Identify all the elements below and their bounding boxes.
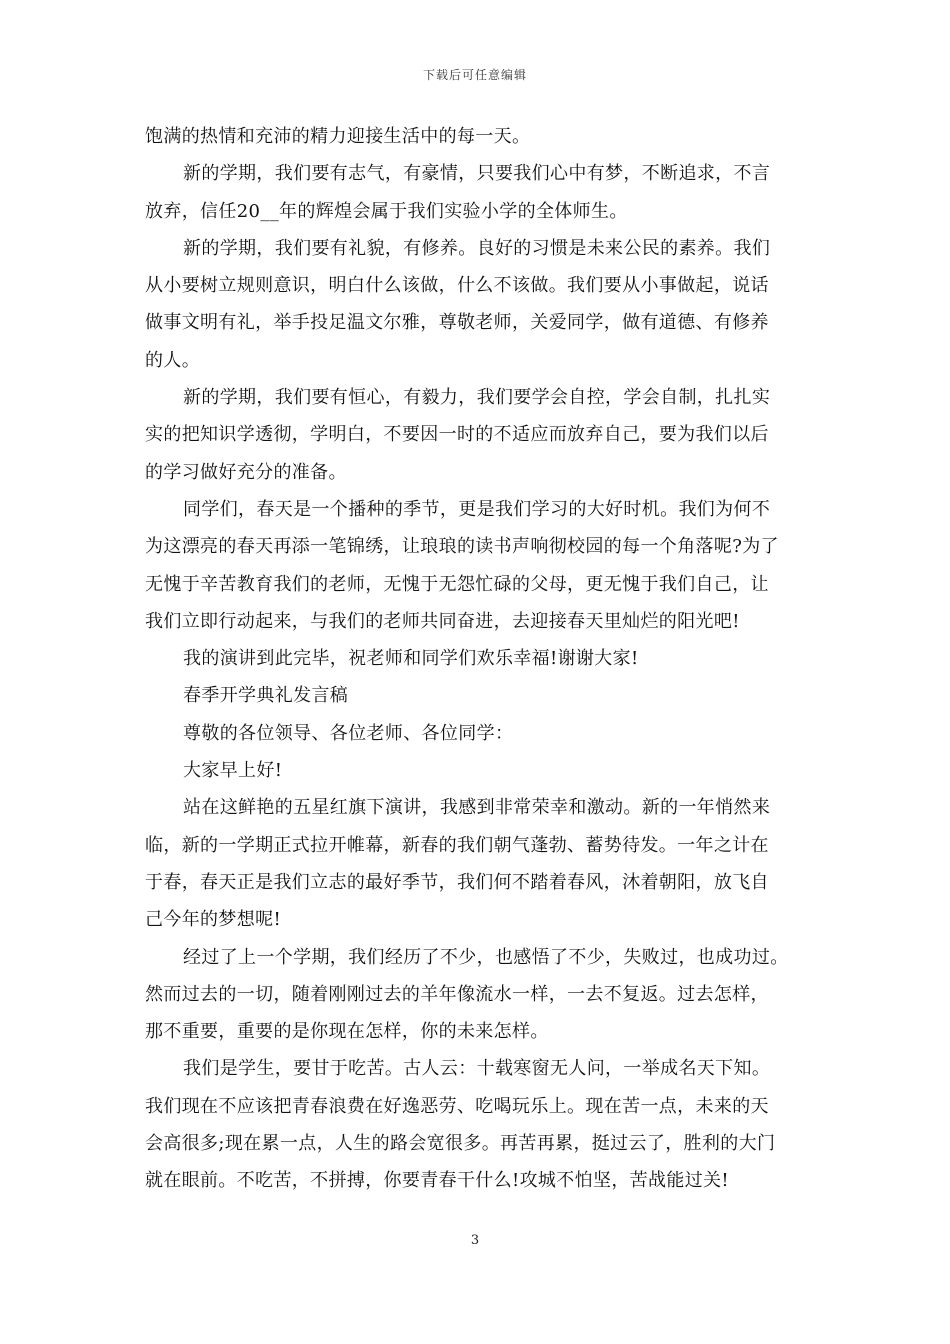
salutation: 尊敬的各位领导、各位老师、各位同学： [183, 722, 514, 744]
text-line: 从小要树立规则意识，明白什么该做，什么不该做。我们要从小事做起，说话 [145, 275, 769, 297]
text-line: 新的学期，我们要有礼貌，有修养。良好的习惯是未来公民的素养。我们 [183, 237, 771, 259]
text-line: 我们是学生，要甘于吃苦。古人云：十载寒窗无人问，一举成名天下知。 [183, 1058, 771, 1080]
text-line: 无愧于辛苦教育我们的老师，无愧于无怨忙碌的父母，更无愧于我们自己，让 [145, 573, 769, 595]
text-line: 经过了上一个学期，我们经历了不少，也感悟了不少，失败过，也成功过。 [183, 946, 789, 968]
text-line: 饱满的热情和充沛的精力迎接生活中的每一天。 [145, 126, 531, 147]
text-line: 于春，春天正是我们立志的最好季节，我们何不踏着春风，沐着朝阳，放飞自 [145, 871, 769, 893]
text-line: 会高很多;现在累一点，人生的路会宽很多。再苦再累，挺过云了，胜利的大门 [145, 1133, 776, 1155]
text-line: 我的演讲到此完毕，祝老师和同学们欢乐幸福!谢谢大家! [183, 648, 639, 670]
document-body [145, 118, 807, 1200]
text-line: 我们现在不应该把青春浪费在好逸恶劳、吃喝玩乐上。现在苦一点，未来的天 [145, 1095, 769, 1117]
text-line: 新的学期，我们要有志气，有豪情，只要我们心中有梦，不断追求，不言 [183, 163, 771, 185]
page-header: 下载后可任意编辑 [422, 68, 527, 82]
text-line: 实的把知识学透彻，学明白，不要因一时的不适应而放弃自己，要为我们以后 [145, 424, 769, 446]
text-line: 己今年的梦想呢! [145, 909, 282, 931]
text-line: 同学们，春天是一个播种的季节，更是我们学习的大好时机。我们为何不 [183, 498, 771, 520]
text-line: 我们立即行动起来，与我们的老师共同奋进，去迎接春天里灿烂的阳光吧! [145, 610, 740, 632]
text-line: 那不重要，重要的是你现在怎样，你的未来怎样。 [145, 1021, 549, 1043]
text-line: 为这漂亮的春天再添一笔锦绣，让琅琅的读书声响彻校园的每一个角落呢?为了 [145, 536, 779, 558]
text-line: 站在这鲜艳的五星红旗下演讲，我感到非常荣幸和激动。新的一年悄然来 [183, 797, 771, 819]
text-line: 新的学期，我们要有恒心，有毅力，我们要学会自控，学会自制，扎扎实 [183, 387, 771, 409]
speech-title: 春季开学典礼发言稿 [183, 685, 349, 707]
page-number: 3 [470, 1233, 480, 1248]
text-line: 临，新的一学期正式拉开帷幕，新春的我们朝气蓬勃、蓄势待发。一年之计在 [145, 834, 769, 856]
text-line: 就在眼前。不吃苦，不拼搏，你要青春干什么!攻城不怕坚，苦战能过关! [145, 1170, 730, 1192]
text-line: 放弃，信任20__年的辉煌会属于我们实验小学的全体师生。 [145, 200, 628, 222]
text-line: 做事文明有礼，举手投足温文尔雅，尊敬老师，关爱同学，做有道德、有修养 [145, 312, 769, 334]
text-line: 然而过去的一切，随着刚刚过去的羊年像流水一样，一去不复返。过去怎样， [145, 983, 769, 1005]
greeting: 大家早上好! [183, 760, 283, 782]
text-line: 的人。 [145, 349, 201, 371]
text-line: 的学习做好充分的准备。 [145, 461, 347, 483]
